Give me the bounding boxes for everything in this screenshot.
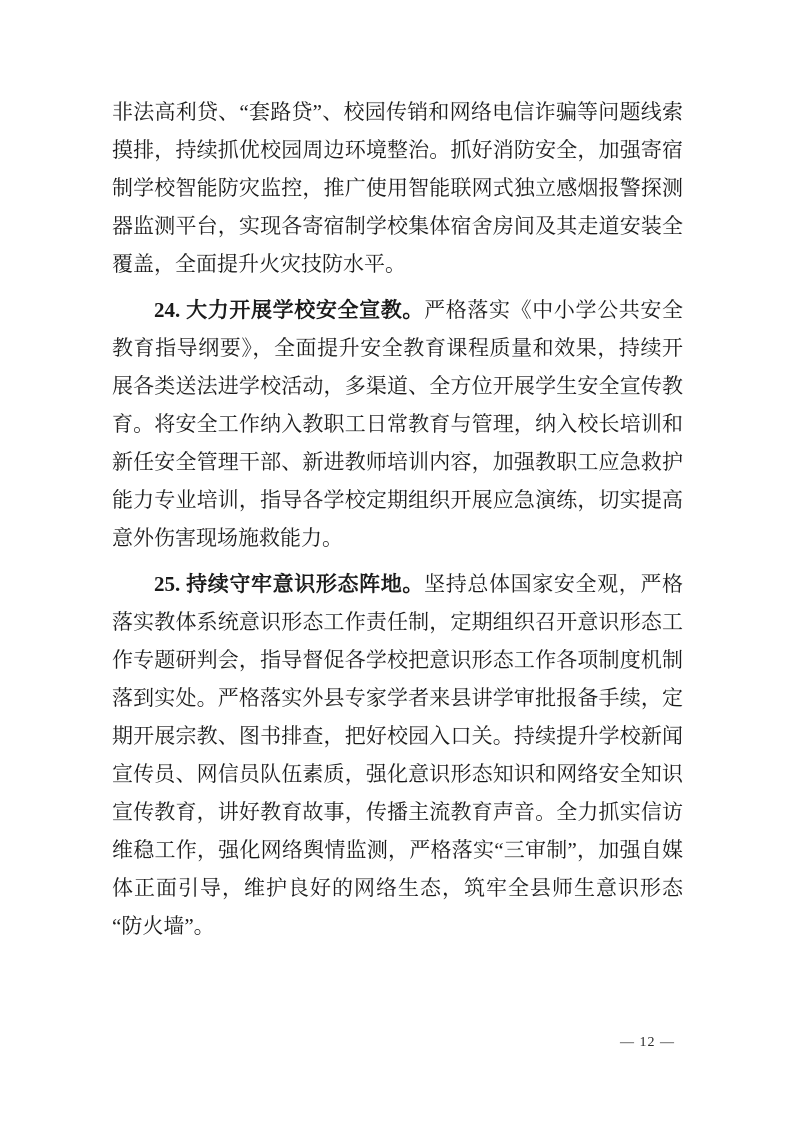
paragraph-continuation [112, 93, 683, 283]
paragraph-continuation-body: 非法高利贷、“套路贷”、校园传销和网络电信诈骗等问题线索摸排，持续抓优校园周边环境整治。抓好消防安全，加强寄宿制学校智能防灾监控，推广使用智能联网式独立感烟报警探测器监测平台，实现各寄宿制学校集体宿舍房间及其走道安装全覆盖，全面提升火灾技防水平。 [112, 100, 683, 276]
page-number: — 12 — [620, 1035, 675, 1050]
paragraph-25-heading: 25. 持续守牢意识形态阵地。 [154, 572, 425, 596]
paragraph-25-body: 坚持总体国家安全观，严格落实教体系统意识形态工作责任制，定期组织召开意识形态工作专题研判会，指导督促各学校把意识形态工作各项制度机制落到实处。严格落实外县专家学者来县讲学审批报备手续，定期开展宗教、图书排查，把好校园入口关。持续提升学校新闻宣传员、网信员队伍素质，强化意识形态知识和网络安全知识宣传教育，讲好教育故事，传播主流教育声音。全力抓实信访维稳工作，强化网络舆情监测，严格落实“三审制”，加强自媒体正面引导，维护良好的网络生态，筑牢全县师生意识形态“防火墙”。 [112, 572, 684, 938]
paragraph-24-heading: 24. 大力开展学校安全宣教。 [154, 298, 425, 322]
paragraph-24 [112, 291, 683, 557]
paragraph-25 [112, 565, 683, 945]
paragraph-24-body: 严格落实《中小学公共安全教育指导纲要》，全面提升安全教育课程质量和效果，持续开展各类送法进学校活动，多渠道、全方位开展学生安全宣传教育。将安全工作纳入教职工日常教育与管理，纳入校长培训和新任安全管理干部、新进教师培训内容，加强教职工应急救护能力专业培训，指导各学校定期组织开展应急演练，切实提高意外伤害现场施救能力。 [112, 298, 684, 550]
document-body [112, 93, 683, 945]
